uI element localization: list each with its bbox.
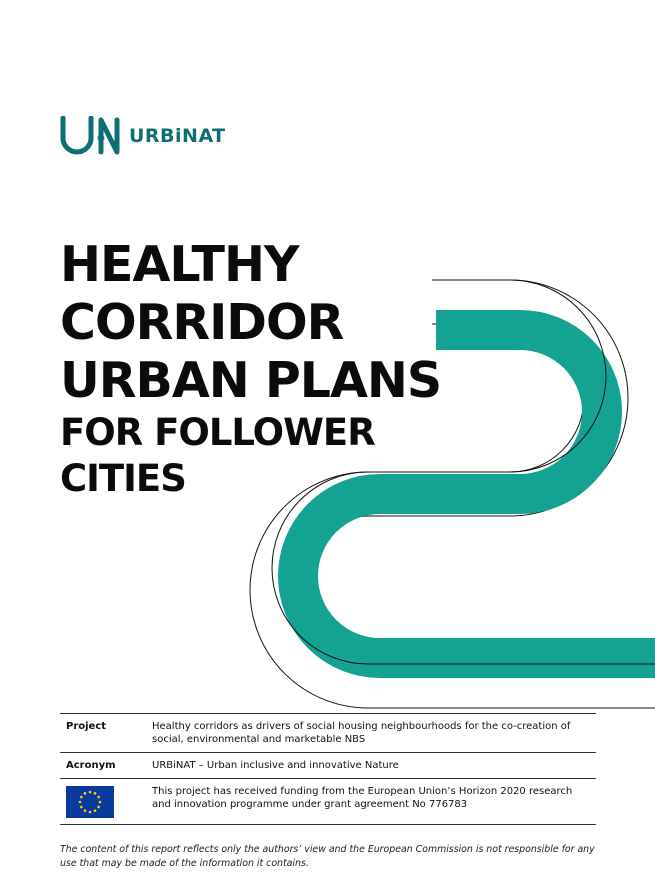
funding-text: This project has received funding from the European Union’s Horizon 2020 research and innovation programme under grant agreement No 776783 <box>146 779 596 825</box>
report-title <box>60 236 441 502</box>
title-line-4: FOR FOLLOWER <box>60 411 375 454</box>
project-info-table <box>60 713 596 825</box>
acronym-value: URBiNAT – Urban inclusive and innovative Nature <box>146 753 596 779</box>
project-label: Project <box>60 714 146 753</box>
eu-star <box>89 811 92 814</box>
eu-star <box>97 796 100 799</box>
title-line-3: URBAN PLANS <box>60 352 442 409</box>
eu-star <box>94 809 97 812</box>
eu-star <box>97 806 100 809</box>
title-line-2: CORRIDOR <box>60 294 344 351</box>
eu-star <box>94 792 97 795</box>
urbinat-logo <box>59 116 226 156</box>
eu-star <box>89 791 92 794</box>
eu-star <box>80 806 83 809</box>
brand-name: URBiNAT <box>129 125 226 147</box>
acronym-row <box>60 753 596 779</box>
title-line-5: CITIES <box>60 457 186 500</box>
eu-star <box>79 801 82 804</box>
title-line-1: HEALTHY <box>60 236 299 293</box>
eu-star <box>80 796 83 799</box>
eu-star <box>99 801 102 804</box>
eu-flag-icon <box>66 786 114 818</box>
project-row <box>60 714 596 753</box>
funding-icon-cell <box>60 779 146 825</box>
eu-star <box>84 809 87 812</box>
eu-star <box>84 792 87 795</box>
disclaimer-text: The content of this report reflects only the authors’ view and the European Commission is not responsible for any use that may be made of the information it contains. <box>60 844 595 869</box>
urbinat-u-n-logo-icon <box>59 116 121 156</box>
project-value: Healthy corridors as drivers of social housing neighbourhoods for the co-creation of social, environmental and marketable NBS <box>146 714 596 753</box>
acronym-label: Acronym <box>60 753 146 779</box>
funding-row <box>60 779 596 825</box>
